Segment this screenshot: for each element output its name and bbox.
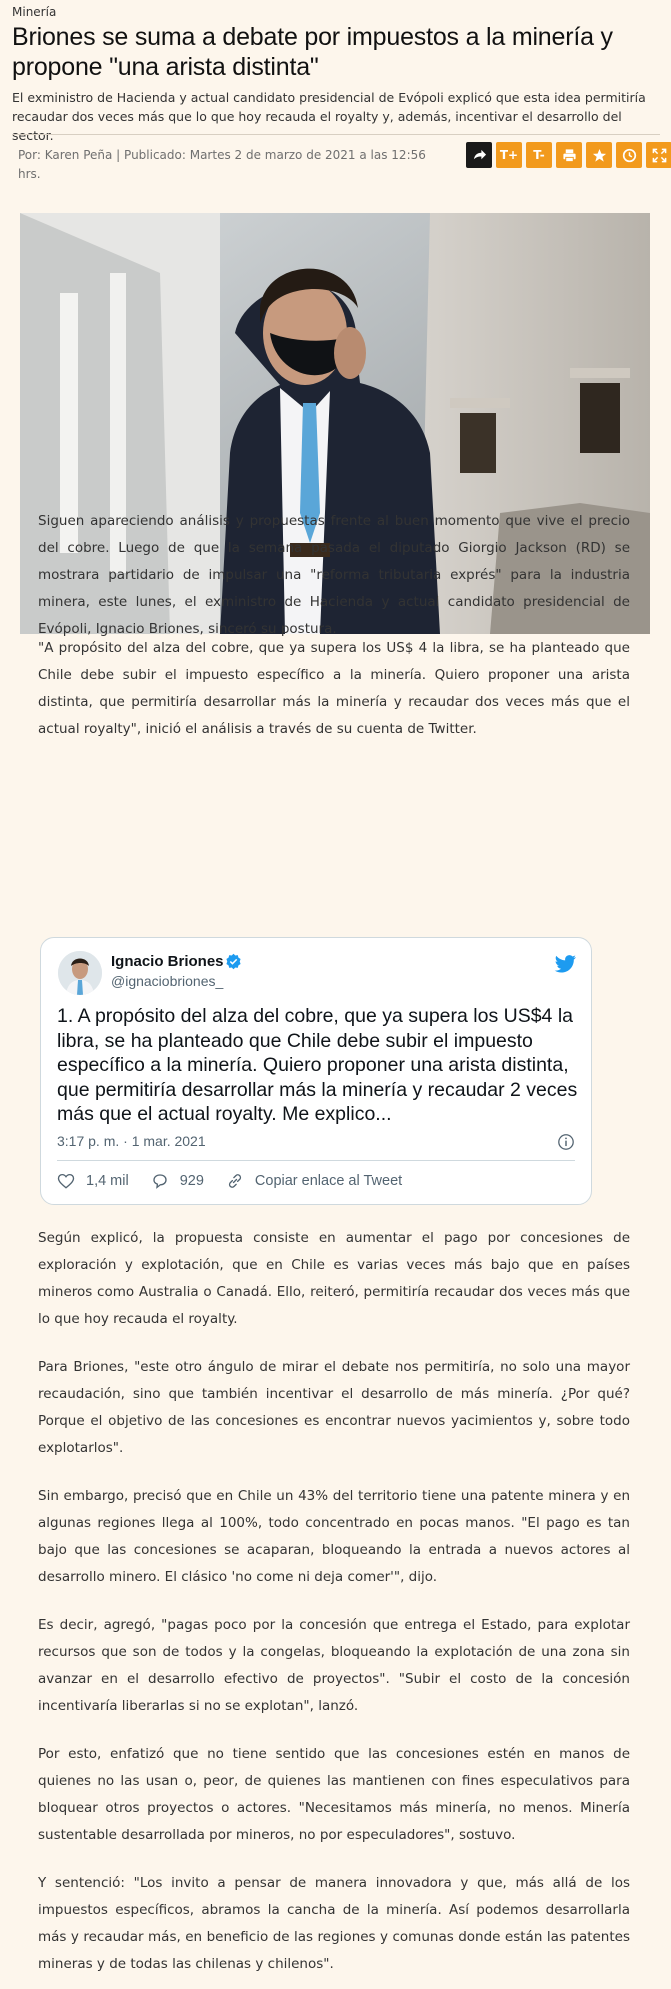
tweet-timestamp[interactable]: 3:17 p. m. · 1 mar. 2021 bbox=[57, 1133, 206, 1149]
article-paragraph: Es decir, agregó, "pagas poco por la concesión que entrega el Estado, para explotar recursos que son de todos y la congelas, bloqueando la explotación de una zona sin avanzar en el desarrollo efectivo de proyectos". "Subir el costo de la concesión incentivaría liberarlas si no se explotan", lanzó. bbox=[38, 1617, 630, 1714]
expand-icon bbox=[652, 148, 667, 163]
share-arrow-icon bbox=[472, 148, 487, 163]
article-paragraph: Sin embargo, precisó que en Chile un 43% del territorio tiene una patente minera y en algunas regiones llega al 100%, todo concentrado en pocas manos. "El pago es tan bajo que las concesiones se acaparan, bloqueando la entrada a nuevos actores al desarrollo minero. El clásico 'no come ni deja comer'", dijo. bbox=[38, 1488, 630, 1585]
info-icon[interactable] bbox=[557, 1133, 575, 1151]
tweet-copy-link-label: Copiar enlace al Tweet bbox=[254, 1173, 403, 1189]
article-paragraph: "A propósito del alza del cobre, que ya supera los US$ 4 la libra, se ha planteado que Chile debe subir el impuesto específico a la minería. Quiero proponer una arista distinta, que permitiría desarrollar más la minería y recaudar dos veces más que el actual royalty", inició el análisis a través de su cuenta de Twitter. bbox=[38, 640, 630, 737]
tweet-like-button[interactable] bbox=[57, 1172, 129, 1190]
font-decrease-button[interactable]: T- bbox=[526, 142, 552, 168]
tweet-copy-link-button[interactable] bbox=[226, 1172, 402, 1190]
article-headline: Briones se suma a debate por impuestos a la minería y propone "una arista distinta" bbox=[12, 23, 613, 81]
article-paragraph: Según explicó, la propuesta consiste en aumentar el pago por concesiones de exploración y explotación, que en Chile es varias veces más bajo que en países mineros como Australia o Canadá. Ello, reiteró, permitiría recaudar dos veces más que lo que hoy recauda el royalty. bbox=[38, 1230, 630, 1327]
tweet-like-count: 1,4 mil bbox=[86, 1173, 129, 1189]
article-paragraph: Por esto, enfatizó que no tiene sentido que las concesiones estén en manos de quienes no las usan o, peor, de quienes las mantienen con fines especulativos para bloquear otros proyectos o actores. "Necesitamos más minería, no menos. Minería sustentable desarrollada por mineros, no por especuladores", sostuvo. bbox=[38, 1746, 630, 1843]
tweet-reply-button[interactable] bbox=[151, 1172, 204, 1190]
tweet-author-name[interactable]: Ignacio Briones bbox=[111, 953, 224, 970]
clock-icon bbox=[622, 148, 637, 163]
heart-icon bbox=[57, 1172, 75, 1190]
embedded-tweet[interactable] bbox=[40, 937, 592, 1205]
article-toolbar bbox=[466, 142, 671, 168]
star-icon bbox=[592, 148, 607, 163]
twitter-bird-icon[interactable] bbox=[553, 952, 577, 976]
link-icon bbox=[226, 1172, 244, 1190]
verified-badge-icon bbox=[225, 953, 242, 970]
favorite-button[interactable] bbox=[586, 142, 612, 168]
tweet-author-handle[interactable]: @ignaciobriones_ bbox=[111, 973, 224, 989]
tweet-author-avatar[interactable] bbox=[58, 951, 102, 995]
font-increase-button[interactable]: T+ bbox=[496, 142, 522, 168]
category-label[interactable]: Minería bbox=[12, 5, 57, 19]
print-button[interactable] bbox=[556, 142, 582, 168]
history-button[interactable] bbox=[616, 142, 642, 168]
tweet-divider bbox=[57, 1160, 575, 1161]
tweet-reply-count: 929 bbox=[179, 1173, 204, 1189]
article-byline: Por: Karen Peña | Publicado: Martes 2 de marzo de 2021 a las 12:56 hrs. bbox=[18, 148, 426, 181]
fullscreen-button[interactable] bbox=[646, 142, 671, 168]
tweet-actions bbox=[57, 1172, 424, 1190]
article-paragraph: Para Briones, "este otro ángulo de mirar el debate nos permitiría, no solo una mayor recaudación, sino que también incentivar el desarrollo de más minería. ¿Por qué? Porque el objetivo de las concesiones es encontrar nuevos yacimientos y, sobre todo explotarlos". bbox=[38, 1359, 630, 1456]
article-lede: El exministro de Hacienda y actual candidato presidencial de Evópoli explicó que esta idea permitiría recaudar dos veces más que lo que hoy recauda el royalty y, además, incentivar el desarrollo del sector. bbox=[12, 90, 646, 143]
reply-bubble-icon bbox=[151, 1172, 169, 1190]
article-paragraph: Siguen apareciendo análisis y propuestas frente al buen momento que vive el precio del cobre. Luego de que la semana pasada el diputado Giorgio Jackson (RD) se mostrara partidario de impulsar una "reforma tributaria exprés" para la industria minera, este lunes, el exministro de Hacienda y actual candidato presidencial de Evópoli, Ignacio Briones, sinceró su postura. bbox=[38, 513, 630, 637]
tweet-text: 1. A propósito del alza del cobre, que ya supera los US$4 la libra, se ha planteado que Chile debe subir el impuesto específico a la minería. Quiero proponer una arista distinta, que permitiría desarrollar más la minería y recaudar 2 veces más que el actual royalty. Me explico... bbox=[57, 1005, 578, 1125]
share-button[interactable] bbox=[466, 142, 492, 168]
header-divider bbox=[12, 134, 660, 135]
article-paragraph: Y sentenció: "Los invito a pensar de manera innovadora y que, más allá de los impuestos específicos, abramos la cancha de la minería. Así podemos desarrollarla más y recaudar más, en beneficio de las regiones y comunas donde están las patentes mineras y de todas las chilenas y chilenos". bbox=[38, 1875, 630, 1972]
print-icon bbox=[562, 148, 577, 163]
